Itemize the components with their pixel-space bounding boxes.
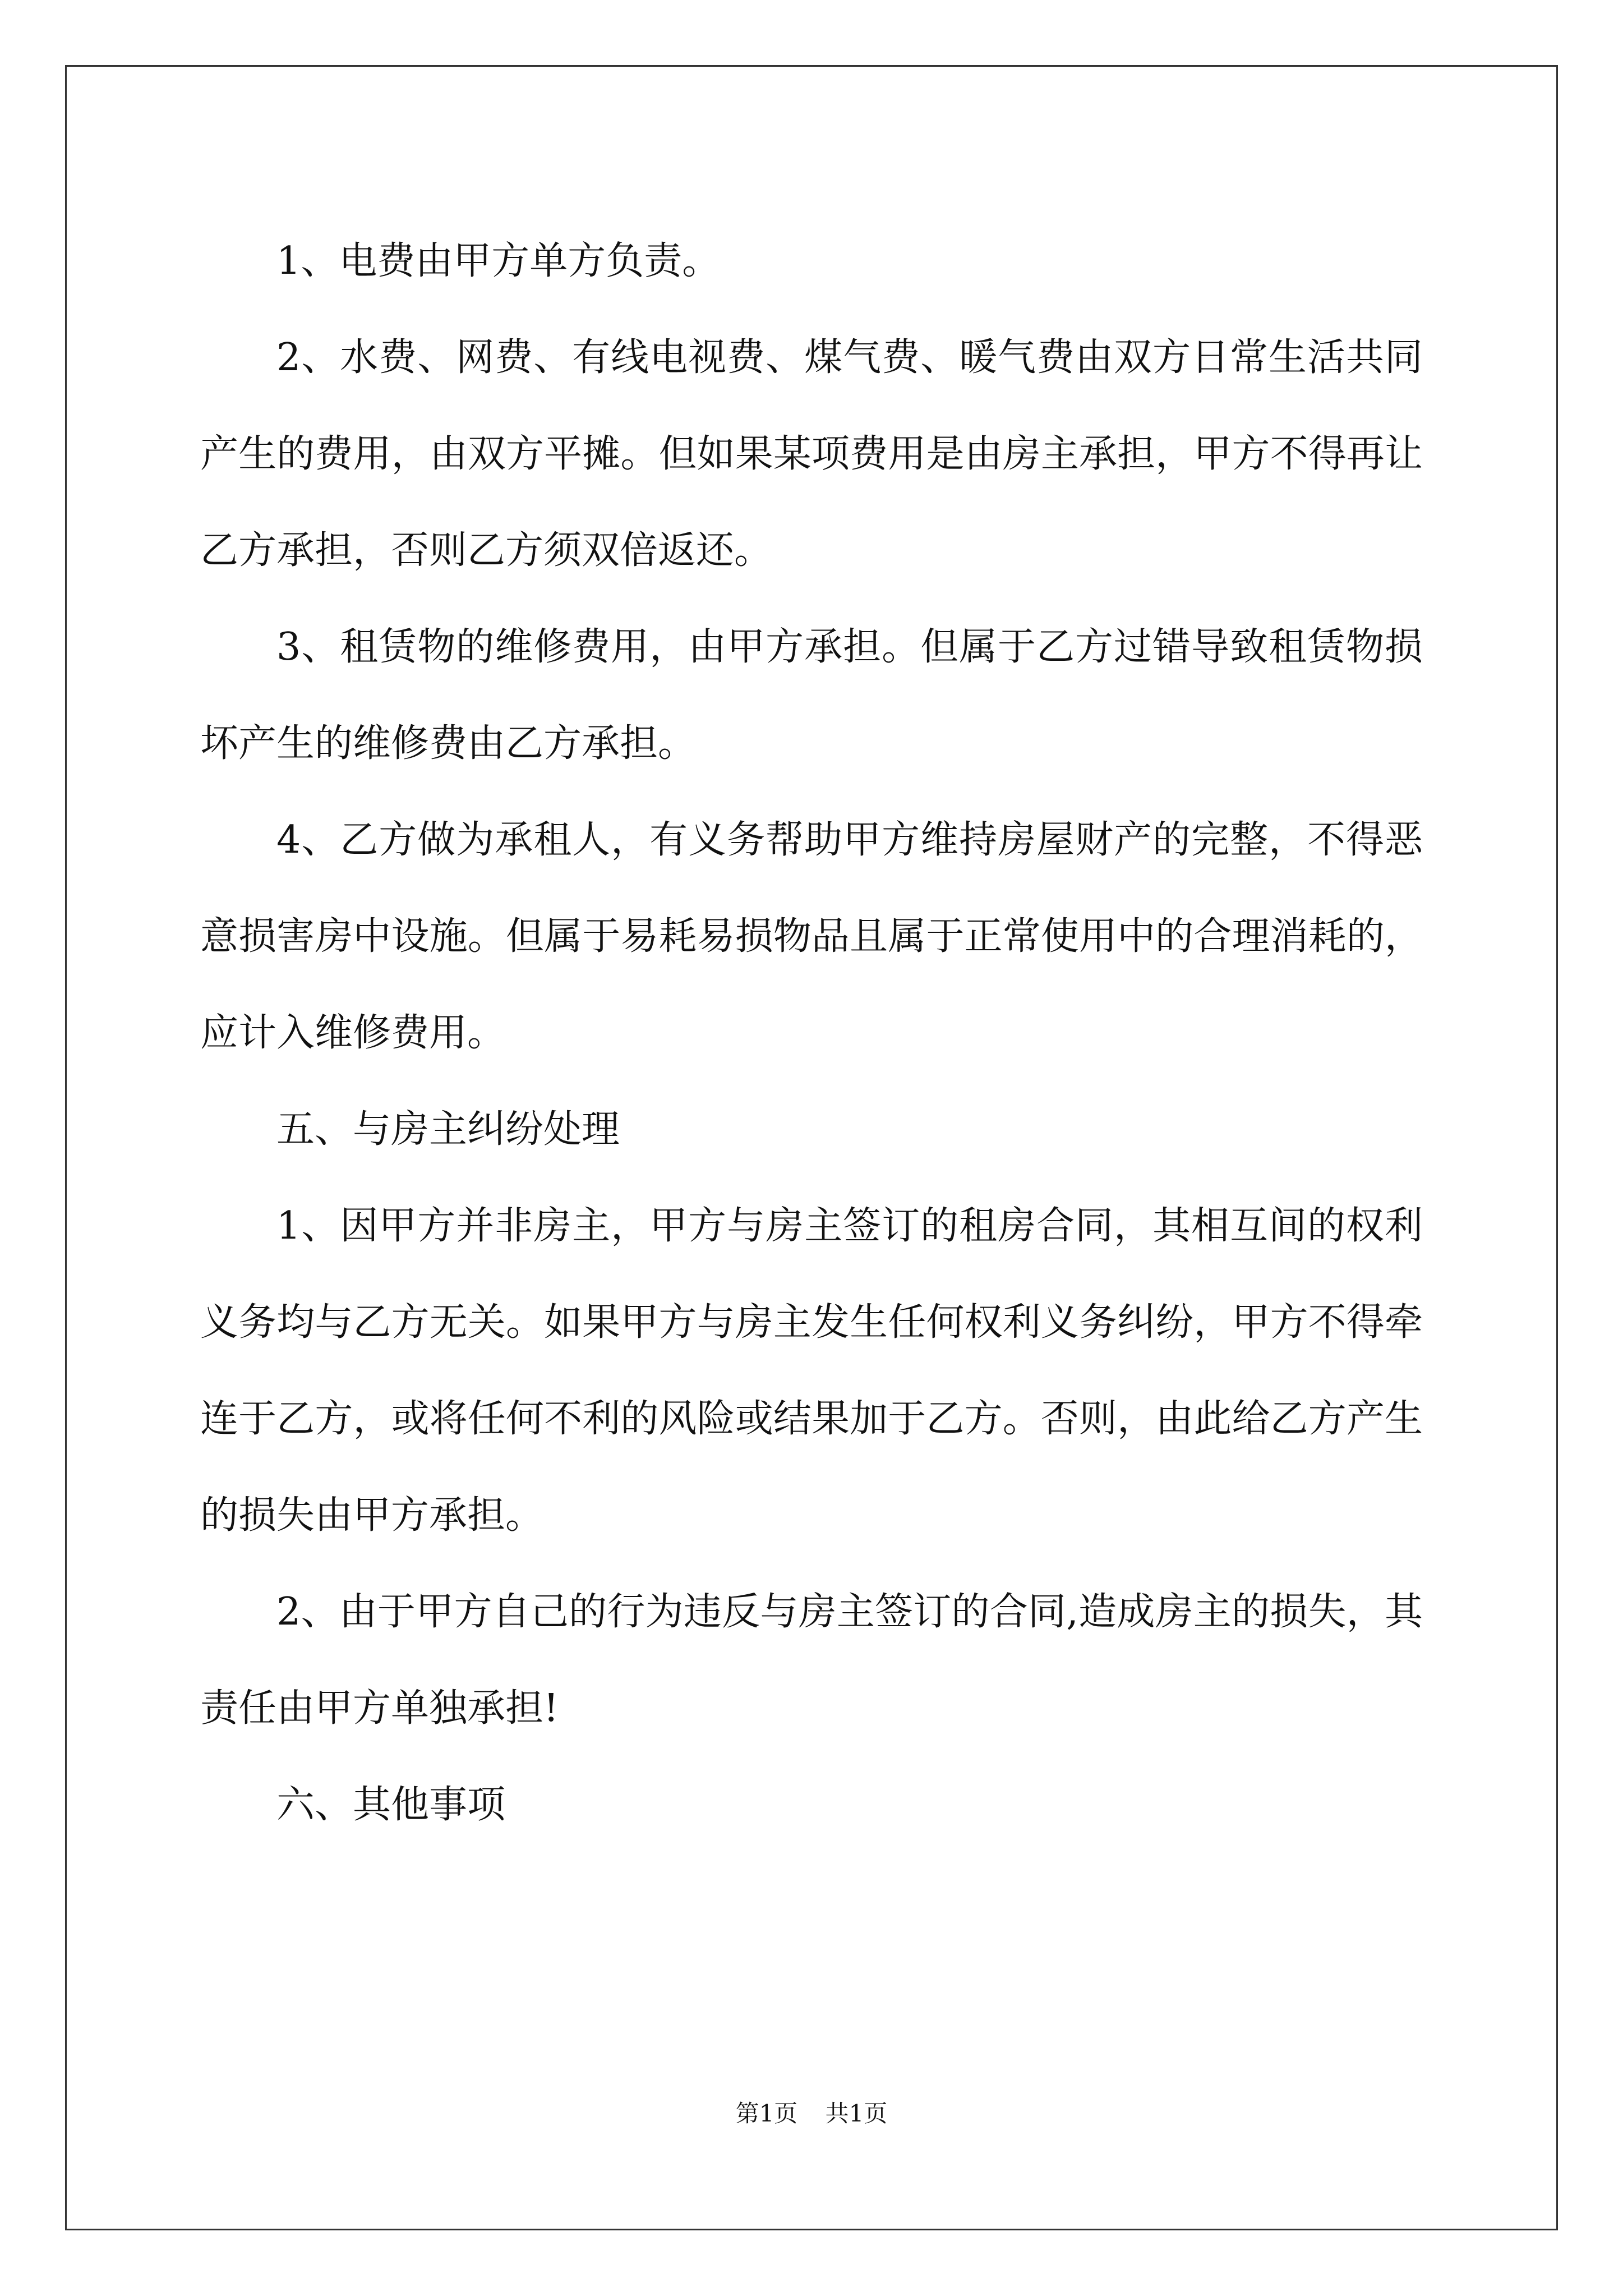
- section-heading: 六、其他事项: [276, 1783, 506, 1827]
- paragraph: 3、租赁物的维修费用，由甲方承担。但属于乙方过错导致租赁物损坏产生的维修费由乙方承担。: [200, 625, 1423, 766]
- paragraph: 1、电费由甲方单方负责。: [276, 239, 721, 283]
- page-number: 第1页: [735, 2100, 798, 2127]
- paragraph: 1、因甲方并非房主，甲方与房主签订的租房合同，其相互间的权利义务均与乙方无关。如果甲方与房主发生任何权利义务纠纷，甲方不得牵连于乙方，或将任何不利的风险或结果加于乙方。否则，由此给乙方产生的损失由甲方承担。: [200, 1204, 1423, 1538]
- page-footer: [0, 2097, 1623, 2131]
- paragraph: 2、水费、网费、有线电视费、煤气费、暖气费由双方日常生活共同产生的费用，由双方平摊。但如果某项费用是由房主承担，甲方不得再让乙方承担，否则乙方须双倍返还。: [200, 335, 1423, 573]
- paragraph: 2、由于甲方自己的行为违反与房主签订的合同,造成房主的损失，其责任由甲方单独承担!: [200, 1590, 1423, 1731]
- section-heading: 五、与房主纠纷处理: [276, 1107, 620, 1152]
- document-body: [200, 213, 1423, 1853]
- page-total: 共1页: [825, 2100, 888, 2127]
- paragraph: 4、乙方做为承租人，有义务帮助甲方维持房屋财产的完整，不得恶意损害房中设施。但属于易耗易损物品且属于正常使用中的合理消耗的，应计入维修费用。: [200, 818, 1423, 1055]
